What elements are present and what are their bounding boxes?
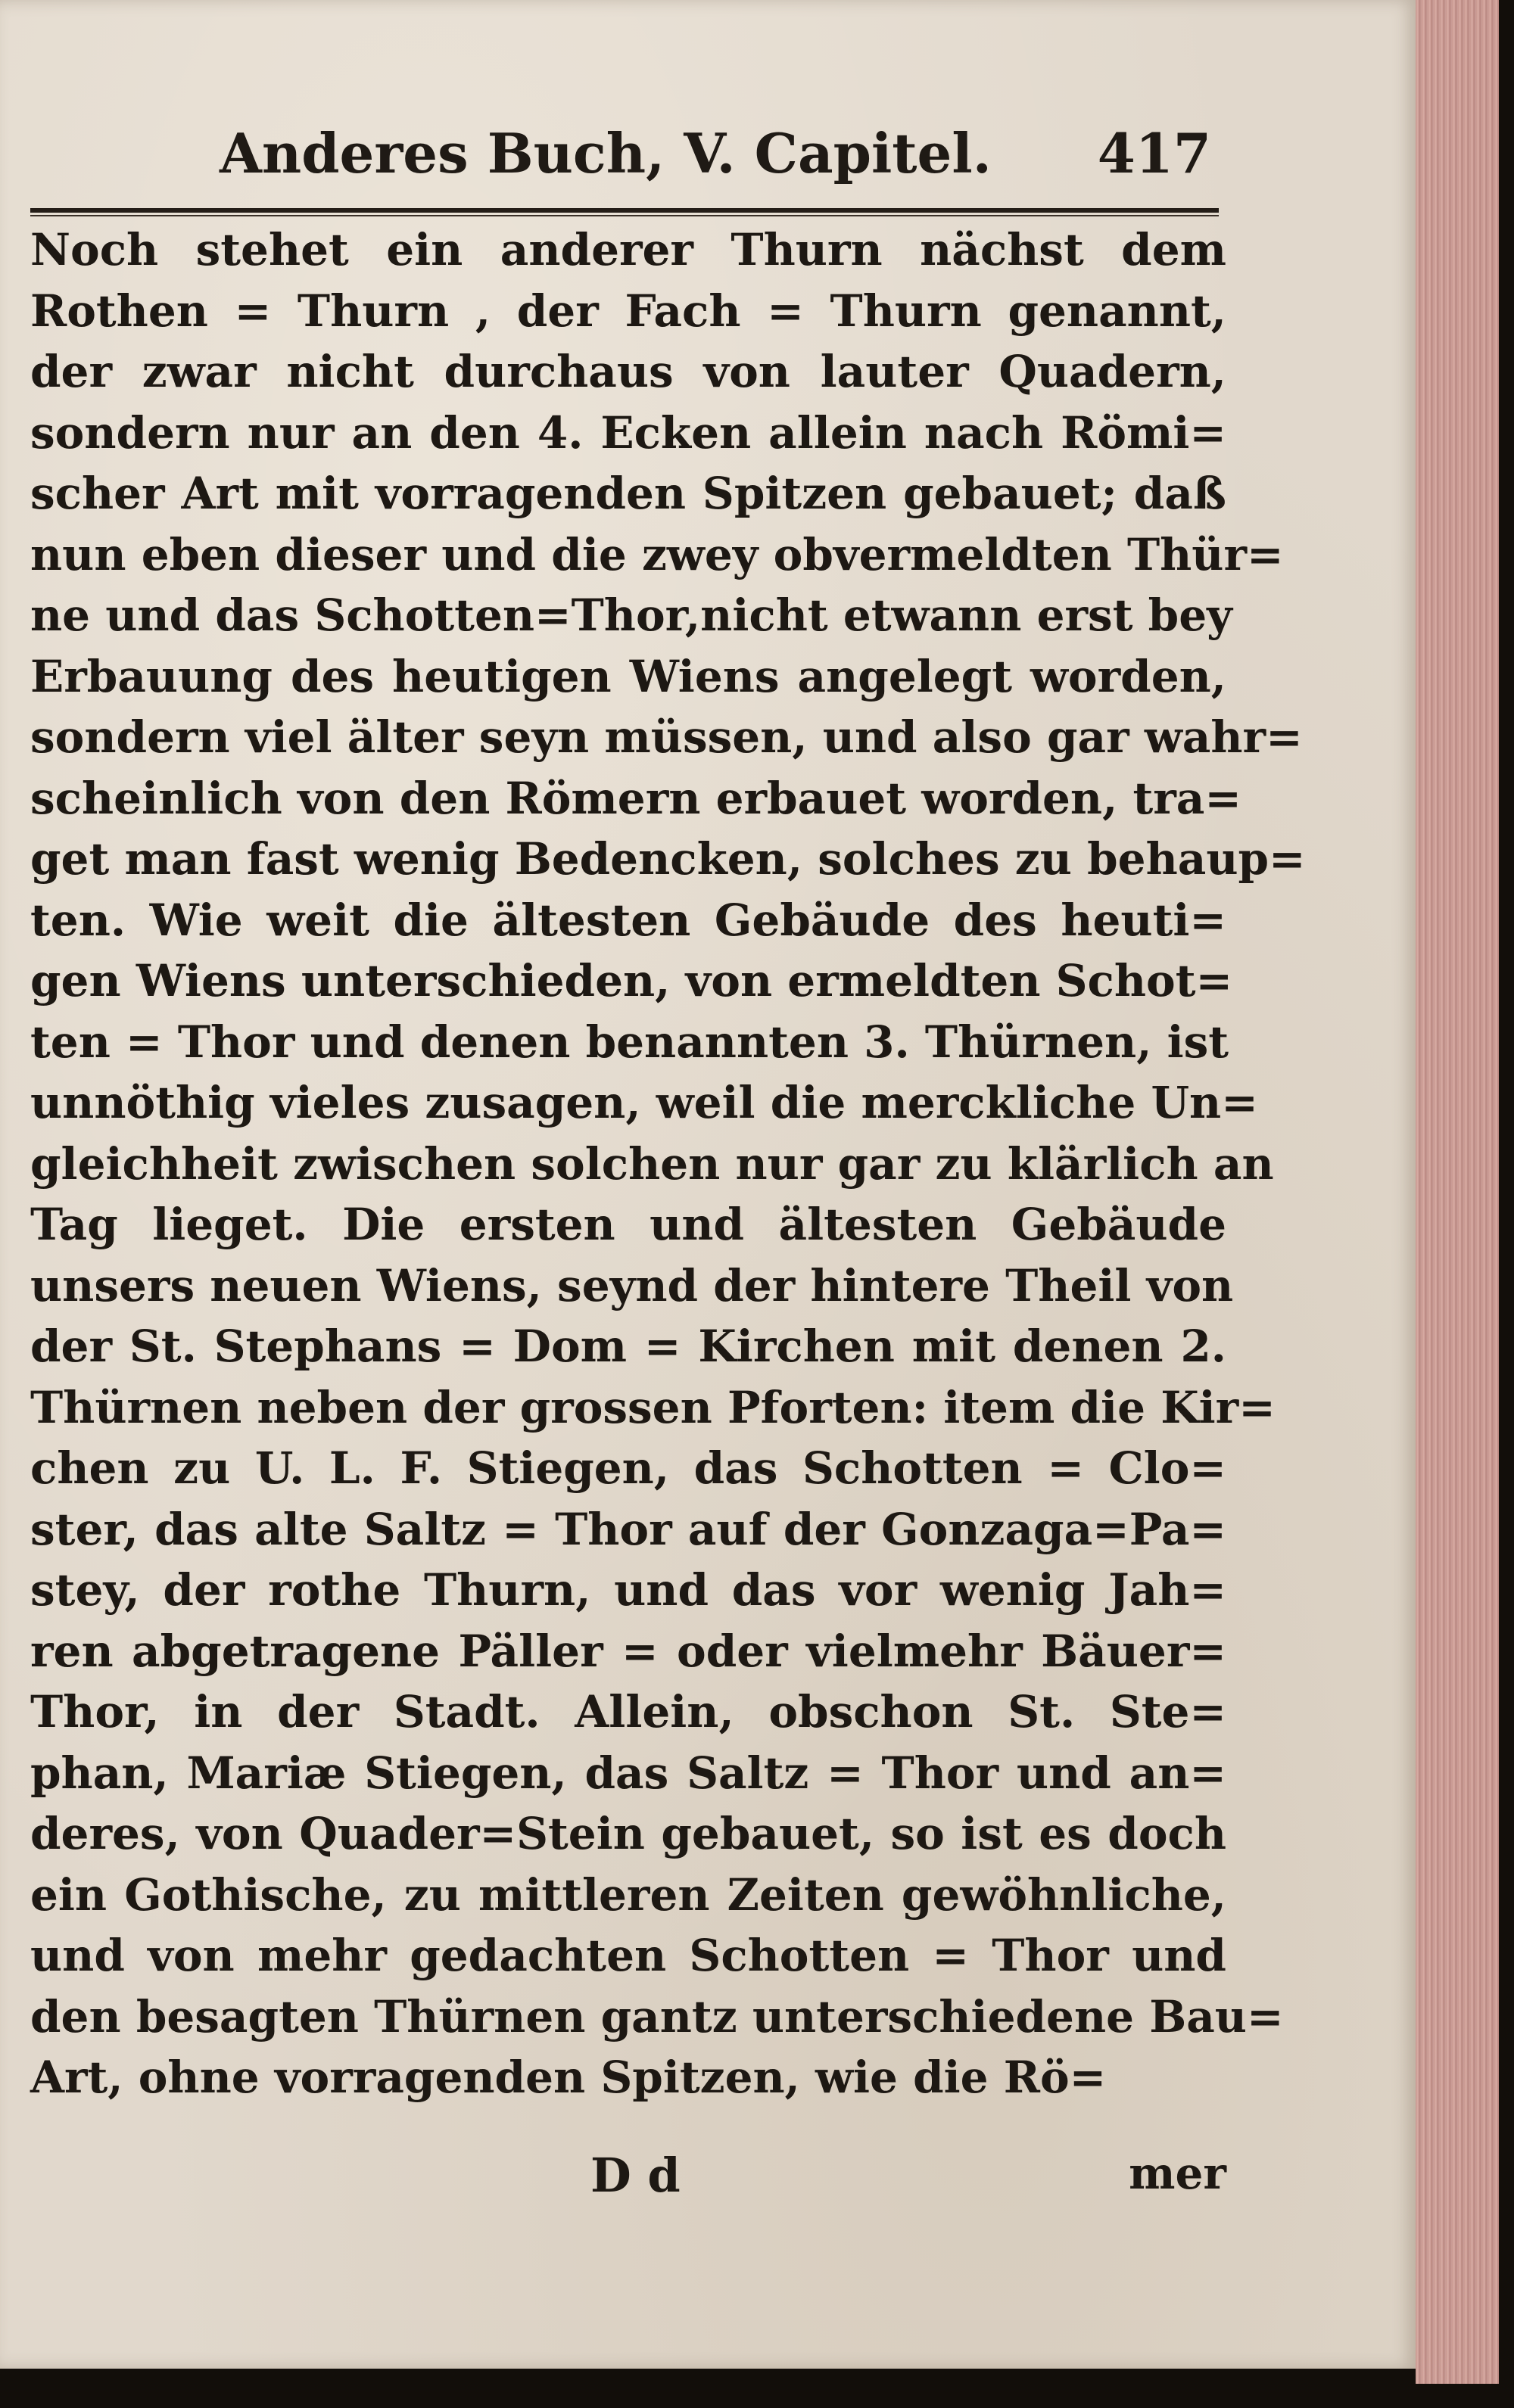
text-line: sondern nur an den 4. Ecken allein nach Römi= (30, 406, 1226, 459)
page-number: 417 (1097, 121, 1211, 185)
body-text (30, 219, 1306, 2108)
text-line: gen Wiens unterschieden, von ermeldten Schot= (30, 955, 1233, 1006)
running-header (220, 121, 1211, 204)
text-line: sondern viel älter seyn müssen, und also gar wahr= (30, 711, 1303, 763)
text-line: get man fast wenig Bedencken, solches zu behaup= (30, 833, 1306, 885)
text-line: und von mehr gedachten Schotten = Thor und (30, 1930, 1226, 1981)
text-line: ein Gothische, zu mittleren Zeiten gewöhnliche, (30, 1868, 1226, 1921)
text-line: unnöthig vieles zusagen, weil die merckliche Un= (30, 1077, 1258, 1128)
text-line: ster, das alte Saltz = Thor auf der Gonzaga=Pa= (30, 1503, 1226, 1555)
running-title: Anderes Buch, V. Capitel. (220, 121, 992, 185)
header-rule-thin (30, 215, 1219, 216)
text-line: deres, von Quader=Stein gebauet, so ist es doch (30, 1808, 1226, 1859)
header-rule (30, 208, 1219, 213)
text-line: Thor, in der Stadt. Allein, obschon St. Ste= (30, 1686, 1226, 1738)
text-line: ten. Wie weit die ältesten Gebäude des heuti= (30, 894, 1226, 946)
text-line: chen zu U. L. F. Stiegen, das Schotten = Clo= (30, 1442, 1226, 1494)
text-line: Thürnen neben der grossen Pforten: item die Kir= (30, 1381, 1276, 1433)
text-line: phan, Mariæ Stiegen, das Saltz = Thor und an= (30, 1747, 1226, 1799)
background-shadow (1499, 0, 1514, 2408)
text-line: gleichheit zwischen solchen nur gar zu klärlich an (30, 1137, 1274, 1190)
text-line: der zwar nicht durchaus von lauter Quadern, (30, 346, 1226, 397)
signature-mark: D d (590, 2148, 681, 2203)
text-line: den besagten Thürnen gantz unterschiedene Bau= (30, 1990, 1284, 2042)
page-footer (30, 2148, 1226, 2216)
text-line: ren abgetragene Päller = oder vielmehr Bäuer= (30, 1625, 1226, 1677)
text-line: nun eben dieser und die zwey obvermeldten Thür= (30, 528, 1284, 580)
text-line: der St. Stephans = Dom = Kirchen mit denen 2. (30, 1321, 1226, 1372)
text-line: ten = Thor und denen benannten 3. Thürnen, ist (30, 1016, 1229, 1068)
text-line: scher Art mit vorragenden Spitzen gebauet; daß (30, 468, 1226, 519)
text-line: unsers neuen Wiens, seynd der hintere Theil von (30, 1259, 1234, 1311)
text-line: Rothen = Thurn , der Fach = Thurn genannt, (30, 285, 1226, 337)
text-line: Tag lieget. Die ersten und ältesten Gebäude (30, 1199, 1226, 1250)
text-line: Noch stehet ein anderer Thurn nächst dem (30, 224, 1226, 275)
catchword: mer (1129, 2148, 1226, 2199)
text-line: Erbauung des heutigen Wiens angelegt worden, (30, 650, 1226, 702)
text-line: scheinlich von den Römern erbauet worden, tra= (30, 772, 1241, 824)
text-line: stey, der rothe Thurn, und das vor wenig Jah= (30, 1564, 1226, 1616)
text-line: ne und das Schotten=Thor,nicht etwann erst bey (30, 590, 1232, 641)
text-line: Art, ohne vorragenden Spitzen, wie die Rö= (30, 2052, 1107, 2103)
page-edges (1416, 0, 1499, 2384)
